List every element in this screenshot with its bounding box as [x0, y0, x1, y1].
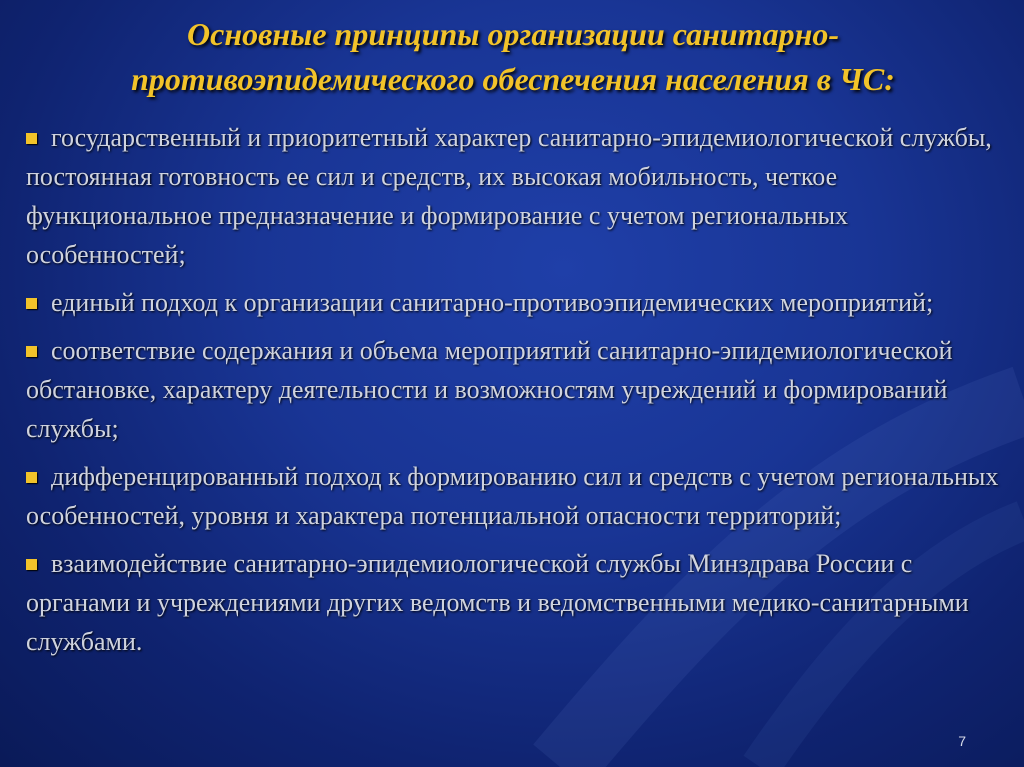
bullet-text: единый подход к организации санитарно-противоэпидемических мероприятий;	[51, 288, 934, 317]
bullet-text: дифференцированный подход к формированию сил и средств с учетом региональных особенностей, уровня и характера потенциальной опасности территорий;	[26, 462, 999, 530]
list-item	[26, 457, 1010, 535]
slide-title	[18, 12, 1008, 102]
square-bullet-icon	[26, 559, 37, 570]
square-bullet-icon	[26, 298, 37, 309]
title-line-2: противоэпидемического обеспечения населения в ЧС:	[131, 61, 895, 97]
list-item	[26, 331, 1010, 448]
square-bullet-icon	[26, 133, 37, 144]
principles-list	[26, 118, 1010, 670]
list-item	[26, 544, 1010, 661]
title-line-1: Основные принципы организации санитарно-	[187, 16, 839, 52]
list-item	[26, 118, 1010, 274]
square-bullet-icon	[26, 472, 37, 483]
bullet-text: государственный и приоритетный характер санитарно-эпидемиологической службы, постоянная готовность ее сил и средств, их высокая мобильность, четкое функциональное предназначение и формирование с учетом региональных особенностей;	[26, 123, 992, 269]
list-item	[26, 283, 1010, 322]
bullet-text: соответствие содержания и объема мероприятий санитарно-эпидемиологической обстановке, характеру деятельности и возможностям учреждений и формирований службы;	[26, 336, 953, 443]
square-bullet-icon	[26, 346, 37, 357]
bullet-text: взаимодействие санитарно-эпидемиологической службы Минздрава России с органами и учреждениями других ведомств и ведомственными медико-санитарными службами.	[26, 549, 969, 656]
page-number: 7	[958, 733, 966, 749]
